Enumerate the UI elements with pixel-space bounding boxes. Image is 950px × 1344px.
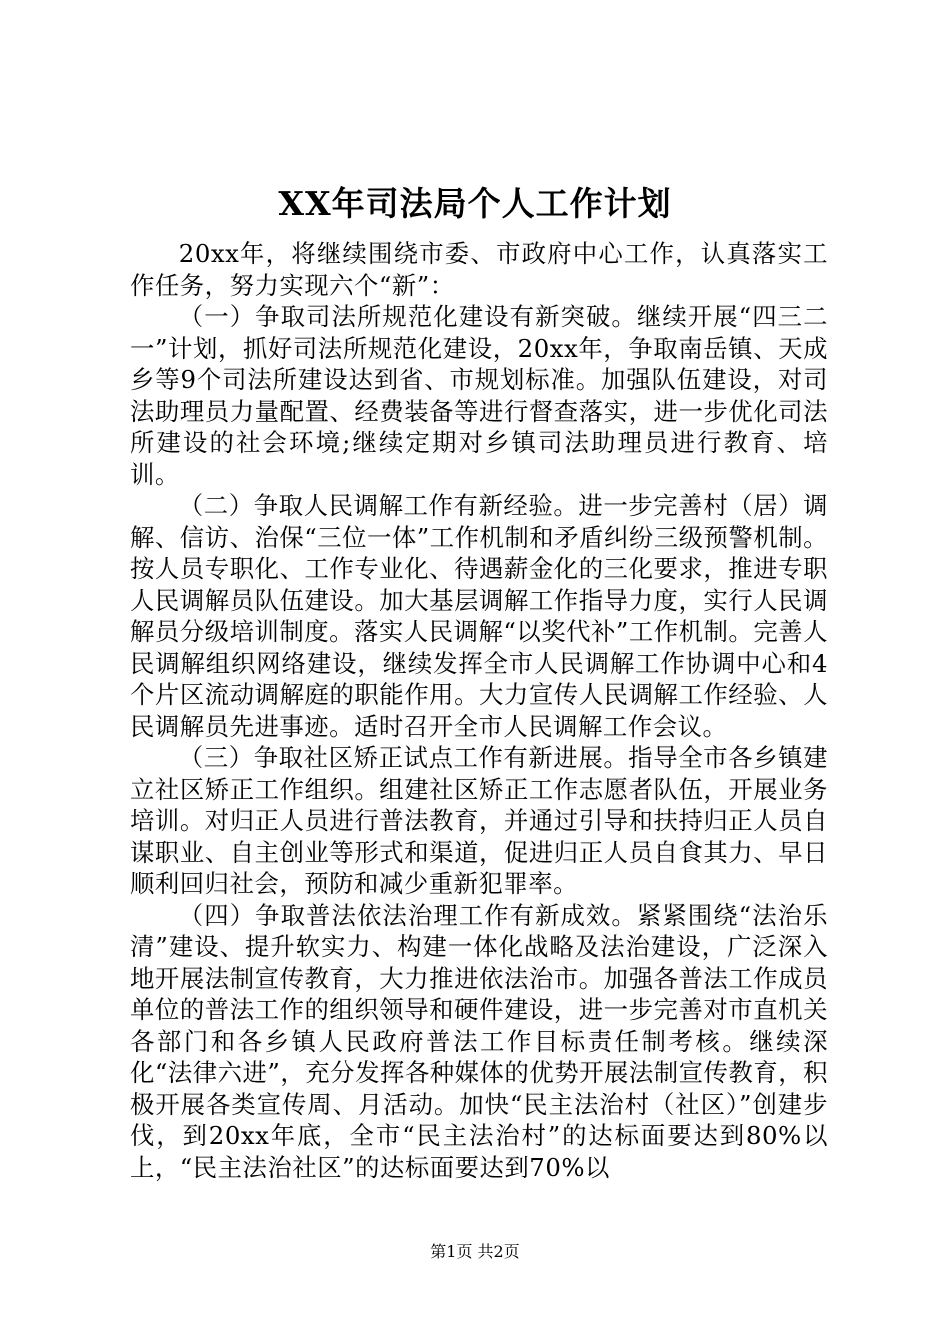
document-title: XX年司法局个人工作计划 xyxy=(278,184,672,223)
paragraph-4: （四）争取普法依法治理工作有新成效。紧紧围绕“法治乐清”建设、提升软实力、构建一体化战略及法治建设，广泛深入地开展法制宣传教育，大力推进依法治市。加强各普法工作成员单位的普法工作的组织领导和硬件建设，进一步完善对市直机关各部门和各乡镇人民政府普法工作目标责任制考核。继续深化“法律六进”，充分发挥各种媒体的优势开展法制宣传教育，积极开展各类宣传周、月活动。加快“民主法治村（社区）”创建步伐，到20xx年底，全市“民主法治村”的达标面要达到80%以上，“民主法治社区”的达标面要达到70%以 xyxy=(130,900,828,1182)
paragraph-intro: 20xx年，将继续围绕市委、市政府中心工作，认真落实工作任务，努力实现六个“新”： xyxy=(130,239,828,300)
paragraph-1: （一）争取司法所规范化建设有新突破。继续开展“四三二一”计划，抓好司法所规范化建设，20xx年，争取南岳镇、天成乡等9个司法所建设达到省、市规划标准。加强队伍建设，对司法助理员力量配置、经费装备等进行督查落实，进一步优化司法所建设的社会环境;继续定期对乡镇司法助理员进行教育、培训。 xyxy=(130,302,828,489)
page-number-footer: 第1页 共2页 xyxy=(430,1242,520,1261)
paragraph-3: （三）争取社区矫正试点工作有新进展。指导全市各乡镇建立社区矫正工作组织。组建社区矫正工作志愿者队伍，开展业务培训。对归正人员进行普法教育，并通过引导和扶持归正人员自谋职业、自主创业等形式和渠道，促进归正人员自食其力、早日顺利回归社会，预防和减少重新犯罪率。 xyxy=(130,743,828,898)
paragraph-2: （二）争取人民调解工作有新经验。进一步完善村（居）调解、信访、治保“三位一体”工作机制和矛盾纠纷三级预警机制。按人员专职化、工作专业化、待遇薪金化的三化要求，推进专职人民调解员队伍建设。加大基层调解工作指导力度，实行人民调解员分级培训制度。落实人民调解“以奖代补”工作机制。完善人民调解组织网络建设，继续发挥全市人民调解工作协调中心和4个片区流动调解庭的职能作用。大力宣传人民调解工作经验、人民调解员先进事迹。适时召开全市人民调解工作会议。 xyxy=(130,491,828,741)
document-body xyxy=(130,238,828,1183)
